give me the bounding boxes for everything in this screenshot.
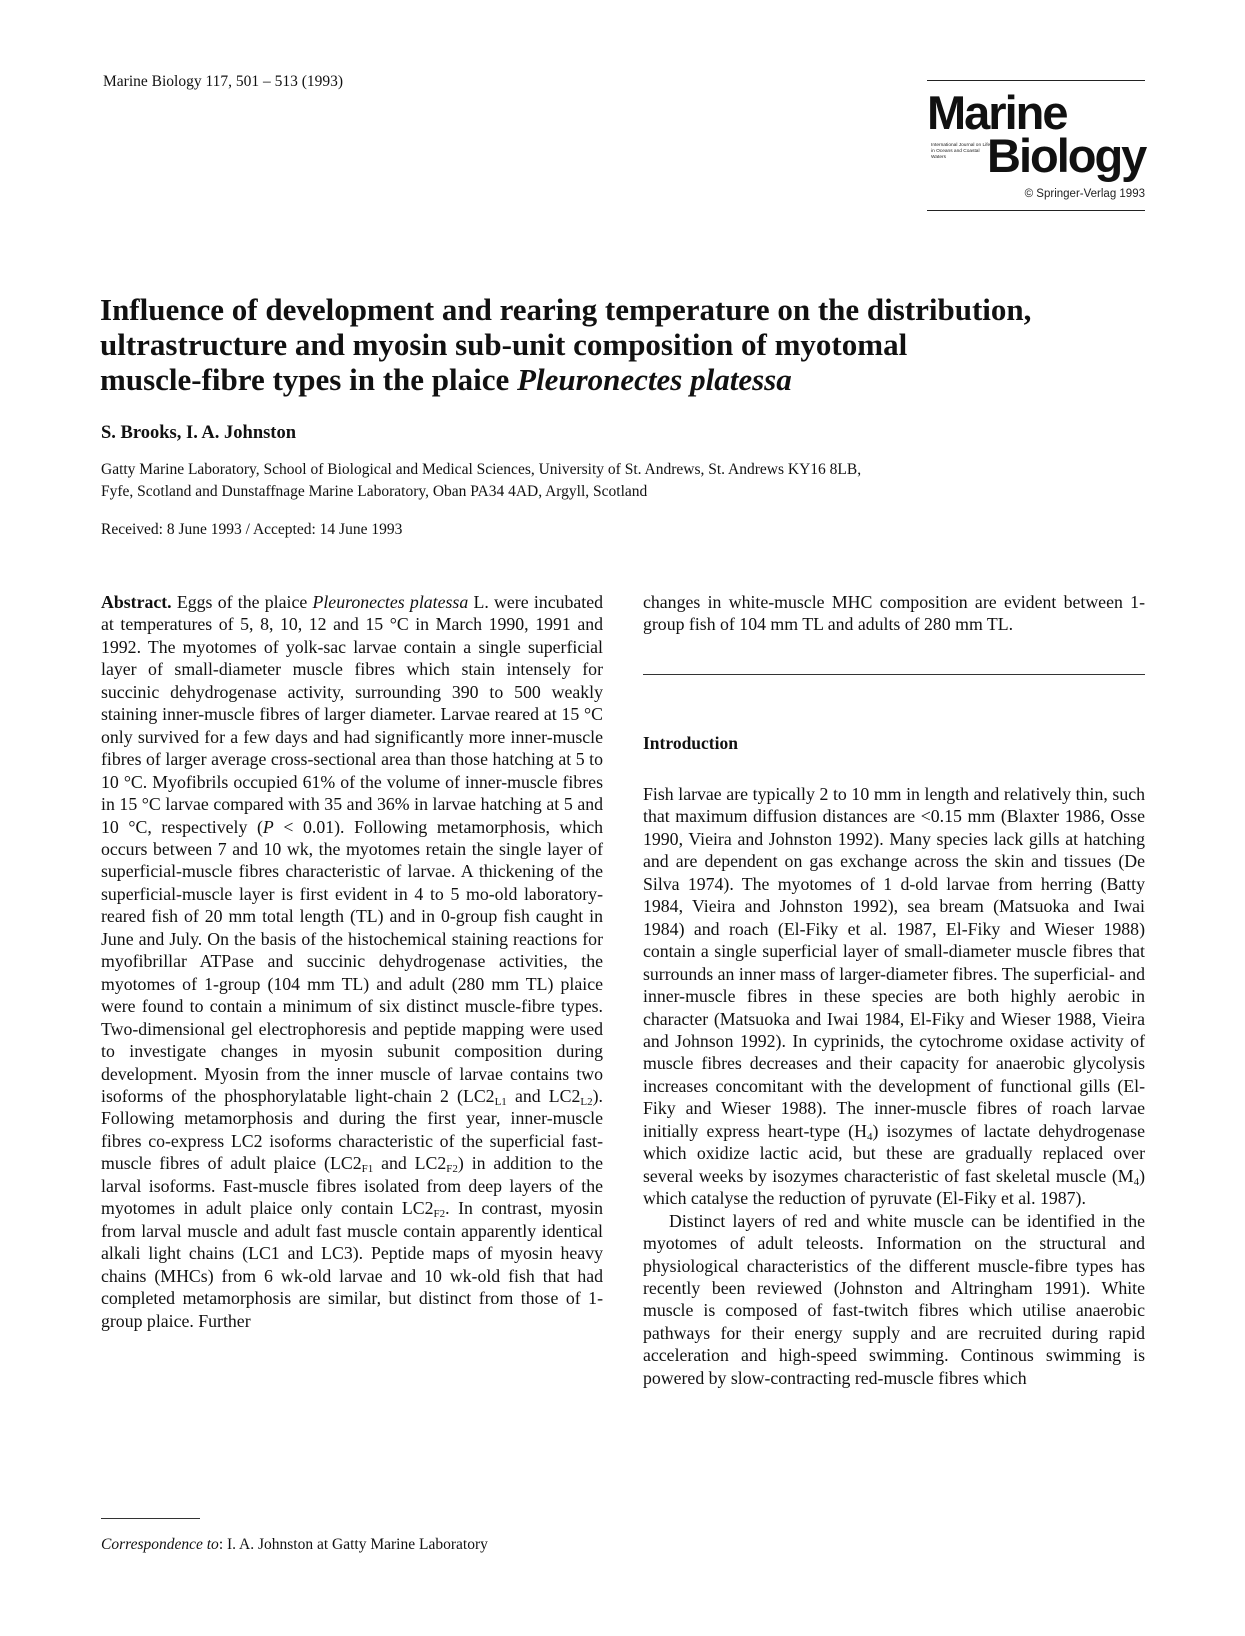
affiliation-line-1: Gatty Marine Laboratory, School of Biological and Medical Sciences, University of St. Andrews, St. Andrews KY16 8LB,	[101, 461, 862, 478]
logo-bottom-rule	[927, 210, 1145, 211]
correspondence-footnote	[101, 1536, 488, 1554]
title-species-name: Pleuronectes platessa	[517, 362, 792, 397]
intro-text: Fish larvae are typically 2 to 10 mm in length and relatively thin, such that maximum diffusion distances are <0.15 mm (Blaxter 1986, Osse 1990, Vieira and Johnston 1992). Many species lack gills at hatching and are dependent on gas exchange across the skin and tissues (De Silva 1974). The myotomes of 1 d-old larvae from herring (Batty 1984, Vieira and Johnston 1992), sea bream (Matsuoka and Iwai 1984) and roach (El-Fiky et al. 1987, El-Fiky and Wieser 1988) contain a single superficial layer of small-diameter muscle fibres that surrounds an inner mass of larger-diameter fibres. The superficial- and inner-muscle fibres in these species are both highly aerobic in character (Matsuoka and Iwai 1984, El-Fiky and Wieser 1988, Vieira and Johnson 1992). In cyprinids, the cytochrome oxidase activity of muscle fibres decreases and their capacity for anaerobic glycolysis increases concomitant with the development of functional gills (El-Fiky and Wieser 1988). The inner-muscle fibres of roach larvae initially express heart-type (H	[643, 784, 1145, 1141]
intro-subscript: 4	[1133, 1175, 1140, 1188]
abstract-continued	[643, 591, 1145, 636]
paper-title	[100, 292, 1150, 397]
copyright-notice: © Springer-Verlag 1993	[1024, 188, 1145, 200]
abstract-p-symbol: P	[262, 816, 274, 837]
abstract-continued-text: changes in white-muscle MHC composition are evident between 1-group fish of 104 mm TL and adults of 280 mm TL.	[643, 592, 1145, 635]
title-line-1: Influence of development and rearing temperature on the distribution,	[100, 292, 1032, 327]
introduction-paragraph-2: Distinct layers of red and white muscle can be identified in the myotomes of adult teleosts. Information on the structural and physiological characteristics of the different muscle-fibre types has recently been reviewed (Johnston and Altringham 1991). White muscle is composed of fast-twitch fibres which utilise anaerobic pathways for their energy supply and are recruited during rapid acceleration and high-speed swimming. Continous swimming is powered by slow-contracting red-muscle fibres which	[643, 1210, 1145, 1388]
abstract-text: and LC2	[506, 1085, 581, 1106]
abstract	[101, 591, 603, 1332]
introduction-paragraph-1	[643, 783, 1145, 1210]
abstract-text: . In contrast, myosin from larval muscle and adult fast muscle contain apparently identical alkali light chains (LC1 and LC3). Peptide maps of myosin heavy chains (MHCs) from 6 wk-old larvae and 10 wk-old fish that had completed metamorphosis are similar, but distinct from those of 1-group plaice. Further	[101, 1198, 603, 1331]
abstract-text: ) in addition to the larval isoforms. Fast-muscle fibres isolated from deep layers of the myotomes in adult plaice only contain LC2	[101, 1153, 603, 1219]
introduction-body	[643, 783, 1145, 1389]
title-line-2: ultrastructure and myosin sub-unit composition of myotomal	[100, 327, 908, 362]
logo-tagline: International Journal on Life in Oceans and Coastal Waters	[931, 143, 991, 160]
affiliation	[101, 459, 1101, 503]
logo-top-rule	[927, 80, 1145, 81]
abstract-text: and LC2	[373, 1153, 447, 1174]
intro-text: ) which catalyse the reduction of pyruvate (El-Fiky et al. 1987).	[643, 1165, 1145, 1209]
abstract-text: ). Following metamorphosis and during the first year, inner-muscle fibres co-express LC2 isoforms characteristic of the superficial fast-muscle fibres of adult plaice (LC2	[101, 1085, 604, 1174]
abstract-subscript: F1	[361, 1163, 374, 1176]
abstract-text: L. were incubated at temperatures of 5, 8, 10, 12 and 15 °C in March 1990, 1991 and 1992. The myotomes of yolk-sac larvae contain a single superficial layer of small-diameter muscle fibres which stain intensely for succinic dehydrogenase activity, surrounding 390 to 500 weakly staining inner-muscle fibres of larger diameter. Larvae reared at 15 °C only survived for a few days and had significantly more inner-muscle fibres of larger average cross-sectional area than those hatching at 5 to 10 °C. Myofibrils occupied 61% of the volume of inner-muscle fibres in 15 °C larvae compared with 35 and 36% in larvae hatching at 5 and 10 °C, respectively (	[101, 592, 603, 837]
intro-text: ) isozymes of lactate dehydrogenase which oxidize lactic acid, but these are gradually replaced over several weeks by isozymes characteristic of fast skeletal muscle (M	[643, 1120, 1145, 1186]
authors: S. Brooks, I. A. Johnston	[101, 423, 297, 443]
abstract-subscript: F2	[433, 1208, 446, 1221]
journal-logo	[927, 80, 1145, 213]
received-accepted-dates: Received: 8 June 1993 / Accepted: 14 June 1993	[101, 521, 403, 538]
footnote-label: Correspondence to	[101, 1536, 219, 1553]
abstract-label: Abstract.	[101, 592, 172, 612]
journal-citation: Marine Biology 117, 501 – 513 (1993)	[103, 73, 344, 90]
logo-word-biology: Biology	[987, 129, 1146, 182]
abstract-end-rule	[643, 674, 1145, 675]
abstract-species-name: Pleuronectes platessa	[312, 592, 469, 612]
title-line-3: muscle-fibre types in the plaice	[100, 362, 518, 397]
introduction-heading: Introduction	[643, 733, 738, 753]
logo-word-marine: Marine	[927, 86, 1067, 139]
affiliation-line-2: Fyfe, Scotland and Dunstaffnage Marine Laboratory, Oban PA34 4AD, Argyll, Scotland	[101, 483, 648, 500]
abstract-text: Eggs of the plaice	[171, 592, 313, 612]
footnote-rule	[101, 1518, 200, 1519]
footnote-text: : I. A. Johnston at Gatty Marine Laboratory	[218, 1536, 488, 1553]
abstract-subscript: L1	[494, 1095, 507, 1108]
abstract-subscript: F2	[446, 1163, 458, 1176]
abstract-text: < 0.01). Following metamorphosis, which occurs between 7 and 10 wk, the myotomes retain the single layer of superficial-muscle fibres characteristic of larvae. A thickening of the superficial-muscle layer is first evident in 4 to 5 mo-old laboratory-reared fish of 20 mm total length (TL) and in 0-group fish caught in June and July. On the basis of the histochemical staining reactions for myofibrillar ATPase and succinic dehydrogenase activities, the myotomes of 1-group (104 mm TL) and adult (280 mm TL) plaice were found to contain a minimum of six distinct muscle-fibre types. Two-dimensional gel electrophoresis and peptide mapping were used to investigate changes in myosin subunit composition during development. Myosin from the inner muscle of larvae contains two isoforms of the phosphorylatable light-chain 2 (LC2	[101, 816, 604, 1106]
intro-subscript: 4	[866, 1130, 873, 1143]
abstract-subscript: L2	[580, 1095, 593, 1108]
